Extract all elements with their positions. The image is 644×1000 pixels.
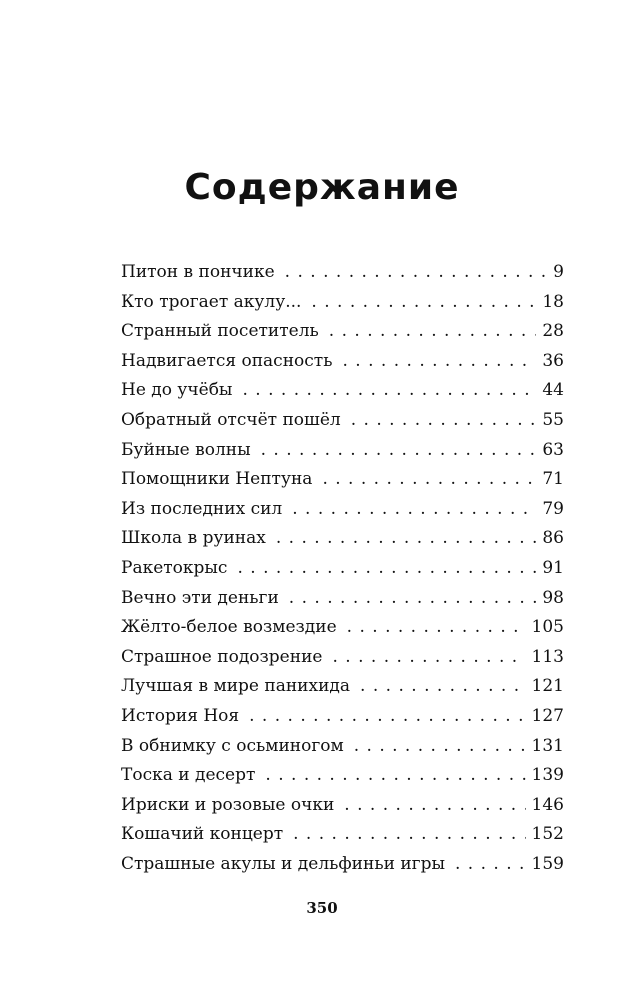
toc-entry-page: 127: [531, 705, 564, 726]
dot-leader: [249, 702, 525, 732]
toc-entry[interactable]: [121, 347, 564, 377]
dot-leader: [342, 347, 536, 377]
toc-entry-page: 9: [553, 262, 564, 282]
toc-entry[interactable]: [121, 850, 564, 880]
dot-leader: [242, 376, 536, 406]
dot-leader: [329, 317, 537, 347]
toc-entry-page: 36: [542, 350, 564, 371]
toc-entry-title: Питон в пончике: [121, 262, 275, 282]
dot-leader: [276, 524, 537, 554]
toc-entry[interactable]: [121, 702, 564, 732]
dot-leader: [347, 613, 526, 643]
table-of-contents: [121, 258, 564, 879]
toc-entry-page: 98: [542, 587, 564, 608]
dot-leader: [322, 465, 536, 495]
toc-entry[interactable]: [121, 524, 564, 554]
toc-entry-title: Ракетокрыс: [121, 557, 228, 578]
toc-entry[interactable]: [121, 436, 564, 466]
toc-entry-title: Жёлто-белое возмездие: [121, 617, 337, 638]
toc-entry-title: Кто трогает акулу...: [121, 291, 302, 312]
toc-entry[interactable]: [121, 288, 564, 318]
toc-entry-title: Помощники Нептуна: [121, 469, 313, 490]
toc-entry[interactable]: [121, 613, 564, 643]
dot-leader: [344, 791, 525, 821]
toc-entry-page: 159: [531, 853, 564, 874]
toc-entry-title: Из последних сил: [121, 498, 283, 519]
toc-entry[interactable]: [121, 791, 564, 821]
toc-entry-page: 139: [531, 765, 564, 786]
toc-entry-page: 44: [542, 380, 564, 401]
toc-entry-title: Странный посетитель: [121, 321, 319, 342]
toc-entry-page: 18: [542, 291, 564, 312]
toc-entry-page: 91: [542, 557, 564, 578]
toc-entry-title: Не до учёбы: [121, 380, 233, 401]
dot-leader: [285, 258, 548, 288]
toc-entry-title: Тоска и десерт: [121, 765, 256, 786]
toc-entry-page: 63: [542, 439, 564, 460]
toc-entry-page: 55: [542, 409, 564, 430]
dot-leader: [265, 761, 525, 791]
toc-entry-title: Страшные акулы и дельфиньи игры: [121, 853, 445, 874]
toc-entry-page: 86: [542, 528, 564, 549]
toc-entry-page: 28: [542, 321, 564, 342]
toc-entry-page: 121: [531, 676, 564, 697]
toc-entry-title: История Ноя: [121, 705, 240, 726]
toc-entry[interactable]: [121, 258, 564, 288]
toc-entry-title: Лучшая в мире панихида: [121, 676, 351, 697]
toc-entry-title: В обнимку с осьминогом: [121, 735, 344, 756]
toc-entry-page: 113: [531, 646, 564, 667]
dot-leader: [351, 406, 537, 436]
toc-entry-page: 105: [531, 617, 564, 638]
dot-leader: [237, 554, 536, 584]
dot-leader: [292, 495, 536, 525]
toc-entry[interactable]: [121, 317, 564, 347]
dot-leader: [289, 584, 537, 614]
toc-entry-title: Ириски и розовые очки: [121, 794, 335, 815]
dot-leader: [354, 732, 526, 762]
page-number: 350: [306, 899, 338, 917]
toc-entry-page: 152: [531, 824, 564, 845]
toc-entry[interactable]: [121, 406, 564, 436]
toc-entry-page: 79: [542, 498, 564, 519]
toc-entry-title: Вечно эти деньги: [121, 587, 279, 608]
toc-entry[interactable]: [121, 672, 564, 702]
toc-entry[interactable]: [121, 820, 564, 850]
toc-entry[interactable]: [121, 584, 564, 614]
dot-leader: [360, 672, 526, 702]
toc-entry-title: Надвигается опасность: [121, 350, 333, 371]
toc-entry-page: 146: [531, 794, 564, 815]
page-title: Содержание: [184, 167, 460, 208]
toc-entry-page: 71: [542, 469, 564, 490]
dot-leader: [261, 436, 537, 466]
toc-entry[interactable]: [121, 376, 564, 406]
toc-entry[interactable]: [121, 465, 564, 495]
toc-entry[interactable]: [121, 761, 564, 791]
dot-leader: [293, 820, 525, 850]
toc-entry-title: Кошачий концерт: [121, 824, 284, 845]
toc-entry[interactable]: [121, 732, 564, 762]
dot-leader: [455, 850, 526, 880]
toc-entry-title: Буйные волны: [121, 439, 251, 460]
toc-entry-page: 131: [531, 735, 564, 756]
toc-entry-title: Обратный отсчёт пошёл: [121, 409, 341, 430]
toc-entry-title: Страшное подозрение: [121, 646, 323, 667]
dot-leader: [311, 288, 536, 318]
toc-entry[interactable]: [121, 554, 564, 584]
toc-entry[interactable]: [121, 495, 564, 525]
toc-entry-title: Школа в руинах: [121, 528, 266, 549]
toc-entry[interactable]: [121, 643, 564, 673]
dot-leader: [332, 643, 525, 673]
